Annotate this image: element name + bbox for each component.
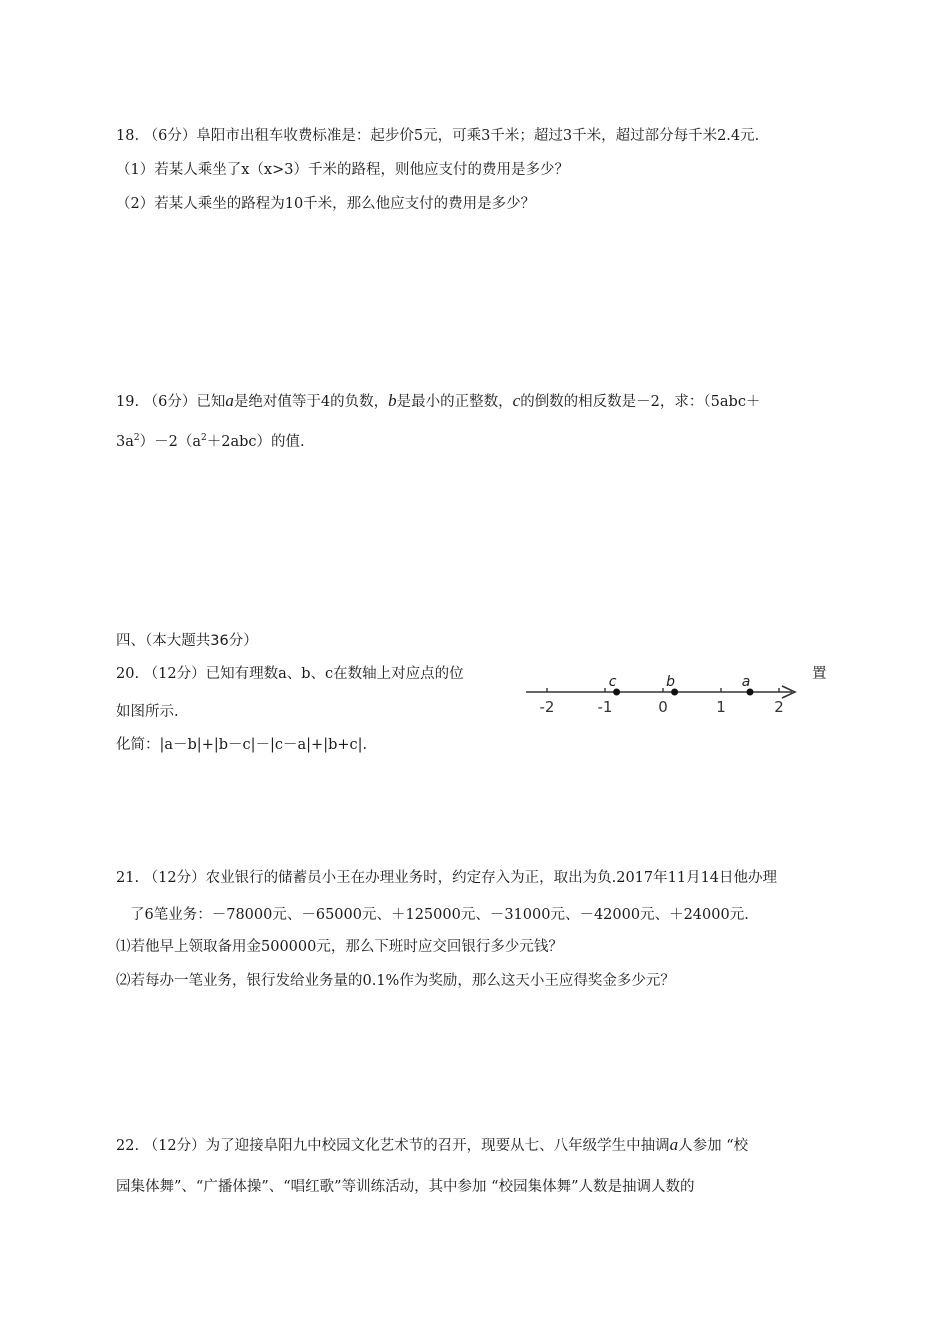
section-4-heading: 四、（本大题共36分）: [116, 633, 258, 649]
number-line-tick-label: -1: [597, 698, 613, 716]
q21-part2: ⑵若每办一笔业务，银行发给业务量的0.1%作为奖励，那么这天小王应得奖金多少元？: [116, 973, 675, 989]
q22-line1: [116, 1135, 748, 1156]
q19-line2-a: 3a: [116, 434, 134, 450]
q21-part1: ⑴若他早上领取备用金500000元，那么下班时应交回银行多少元钱？: [116, 939, 563, 955]
q22-var-a: a: [669, 1135, 679, 1154]
q22-line1-a: 22. （12分）为了迎接阜阳九中校园文化艺术节的召开，现要从七、八年级学生中抽调: [116, 1138, 670, 1154]
q22-line2: 园集体舞”、“广播体操”、“唱红歌”等训练活动，其中参加 “校园集体舞”人数是抽调人数的: [116, 1179, 695, 1195]
q18-part1: （1）若某人乘坐了x（x>3）千米的路程，则他应支付的费用是多少？: [116, 162, 569, 178]
number-line-point-label-a: a: [741, 674, 751, 690]
q19-line2: [116, 432, 305, 452]
q19-var-c: c: [512, 391, 521, 410]
number-line-figure: [520, 672, 805, 720]
q19-text-c: 的倒数的相反数是－2，求：（5abc＋: [520, 394, 761, 410]
q19-line2-c: ＋2abc）的值.: [206, 434, 305, 450]
q22-line1-b: 人参加 “校: [678, 1138, 749, 1154]
q19-exponent-2: 2: [200, 433, 207, 444]
q19-var-a: a: [225, 391, 234, 410]
q19-text-b: 是最小的正整数，: [396, 394, 513, 410]
number-line-point-label-c: c: [608, 674, 617, 690]
number-line-tick-label: -2: [539, 698, 555, 716]
q21-line2: 了6笔业务：－78000元、－65000元、＋125000元、－31000元、－42000元、＋24000元.: [130, 907, 749, 923]
q20-line1-tail: 置: [812, 666, 827, 682]
number-line-point-label-b: b: [666, 674, 676, 690]
q18-title: 18. （6分）阜阳市出租车收费标准是：起步价5元，可乘3千米；超过3千米，超过部分每千米2.4元.: [116, 128, 760, 144]
number-line-tick-label: 2: [774, 698, 784, 716]
q21-line1: 21. （12分）农业银行的储蓄员小王在办理业务时，约定存入为正，取出为负.2017年11月14日他办理: [116, 870, 778, 886]
q19-text-a: 是绝对值等于4的负数，: [233, 394, 389, 410]
q19-exponent-1: 2: [133, 433, 140, 444]
q18-part2: （2）若某人乘坐的路程为10千米，那么他应支付的费用是多少？: [116, 196, 536, 212]
q20-line1: 20. （12分）已知有理数a、b、c在数轴上对应点的位: [116, 666, 464, 682]
q19-var-b: b: [388, 391, 397, 410]
q19-prefix: 19. （6分）已知: [116, 394, 226, 410]
q19-line2-b: ）－2（a: [139, 434, 201, 450]
number-line-tick-label: 0: [658, 698, 668, 716]
q19-line1: [116, 391, 760, 412]
number-line-tick-label: 1: [716, 698, 726, 716]
q20-line3: 化简：|a－b|+|b－c|－|c－a|+|b+c|.: [116, 737, 368, 753]
q20-line2: 如图所示.: [116, 704, 179, 720]
